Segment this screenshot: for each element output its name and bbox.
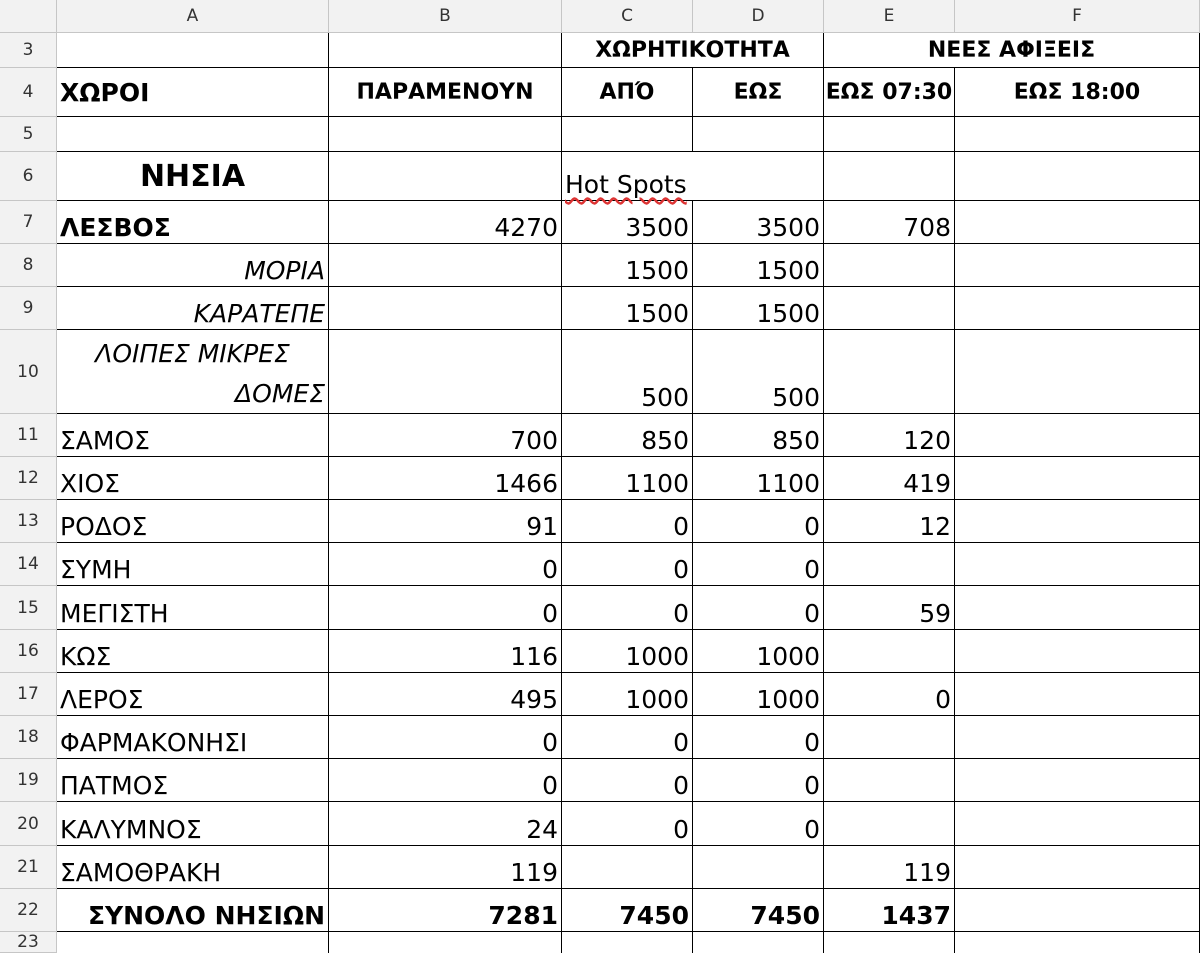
cell-f15[interactable]	[955, 586, 1200, 630]
column-header-b[interactable]: B	[329, 0, 562, 33]
island-capacity-from[interactable]	[562, 846, 693, 889]
column-header-e[interactable]: E	[824, 0, 955, 33]
cell-f18[interactable]	[955, 716, 1200, 759]
row-header-9[interactable]: 9	[0, 287, 57, 330]
row-header-4[interactable]: 4	[0, 68, 57, 117]
island-capacity-from[interactable]: 0	[562, 802, 693, 846]
cell-f6[interactable]	[955, 152, 1200, 201]
island-name[interactable]: ΛΕΡΟΣ	[57, 673, 329, 716]
island-remaining[interactable]: 116	[329, 630, 562, 673]
island-remaining[interactable]: 0	[329, 586, 562, 630]
cell-b10[interactable]	[329, 330, 562, 414]
hot-spots-text: Hot Spots	[565, 170, 687, 199]
row-header-22[interactable]: 22	[0, 889, 57, 932]
island-capacity-to[interactable]: 850	[693, 414, 824, 457]
island-remaining[interactable]: 700	[329, 414, 562, 457]
spaces-header[interactable]: ΧΩΡΟΙ	[57, 68, 329, 117]
lesvos-new[interactable]: 708	[824, 201, 955, 244]
island-capacity-from[interactable]: 850	[562, 414, 693, 457]
cell-f5[interactable]	[955, 117, 1200, 152]
island-remaining[interactable]: 0	[329, 759, 562, 802]
island-name[interactable]: ΚΑΛΥΜΝΟΣ	[57, 802, 329, 846]
cell-b5[interactable]	[329, 117, 562, 152]
island-name[interactable]: ΡΟΔΟΣ	[57, 500, 329, 543]
island-capacity-to[interactable]: 1000	[693, 673, 824, 716]
island-name[interactable]: ΣΥΜΗ	[57, 543, 329, 586]
lesvos-name[interactable]: ΛΕΣΒΟΣ	[57, 201, 329, 244]
moria-from[interactable]: 1500	[562, 244, 693, 287]
cell-a3[interactable]	[57, 33, 329, 68]
moria-to[interactable]: 1500	[693, 244, 824, 287]
karatepe-name[interactable]: ΚΑΡΑΤΕΠΕ	[57, 287, 329, 330]
cell-b23[interactable]	[329, 932, 562, 953]
cell-c5[interactable]	[562, 117, 693, 152]
island-remaining[interactable]: 1466	[329, 457, 562, 500]
select-all-corner[interactable]	[0, 0, 57, 33]
capacity-header[interactable]: ΧΩΡΗΤΙΚΟΤΗΤΑ	[562, 33, 824, 68]
island-capacity-from[interactable]: 0	[562, 543, 693, 586]
row-header-12[interactable]: 12	[0, 457, 57, 500]
island-new-arrivals[interactable]: 59	[824, 586, 955, 630]
cell-e9[interactable]	[824, 287, 955, 330]
new-arrivals-header[interactable]: ΝΕΕΣ ΑΦΙΞΕΙΣ	[824, 33, 1200, 68]
island-capacity-from[interactable]: 0	[562, 759, 693, 802]
cell-f8[interactable]	[955, 244, 1200, 287]
island-name[interactable]: ΦΑΡΜΑΚΟΝΗΣΙ	[57, 716, 329, 759]
island-name[interactable]: ΣΑΜΟΣ	[57, 414, 329, 457]
island-name[interactable]: ΠΑΤΜΟΣ	[57, 759, 329, 802]
island-capacity-from[interactable]: 1000	[562, 673, 693, 716]
total-new[interactable]: 1437	[824, 889, 955, 932]
row-header-11[interactable]: 11	[0, 414, 57, 457]
other-structures-line2: ΔΟΜΕΣ	[235, 379, 325, 408]
row-header-7[interactable]: 7	[0, 201, 57, 244]
other-structures-from[interactable]: 500	[562, 330, 693, 414]
cell-f22[interactable]	[955, 889, 1200, 932]
other-structures-name[interactable]	[57, 330, 329, 414]
until-0730-header[interactable]: ΕΩΣ 07:30	[824, 68, 955, 117]
island-capacity-from[interactable]: 1100	[562, 457, 693, 500]
total-label[interactable]: ΣΥΝΟΛΟ ΝΗΣΙΩΝ	[57, 889, 329, 932]
island-capacity-to[interactable]: 0	[693, 586, 824, 630]
island-remaining[interactable]: 495	[329, 673, 562, 716]
island-capacity-to[interactable]	[693, 846, 824, 889]
island-capacity-to[interactable]: 0	[693, 543, 824, 586]
column-header-c[interactable]: C	[562, 0, 693, 33]
row-header-10[interactable]: 10	[0, 330, 57, 414]
row-header-23[interactable]: 23	[0, 932, 57, 953]
cell-f14[interactable]	[955, 543, 1200, 586]
row-header-15[interactable]: 15	[0, 586, 57, 630]
row-header-13[interactable]: 13	[0, 500, 57, 543]
row-header-19[interactable]: 19	[0, 759, 57, 802]
island-new-arrivals[interactable]: 119	[824, 846, 955, 889]
cell-e8[interactable]	[824, 244, 955, 287]
row-header-6[interactable]: 6	[0, 152, 57, 201]
hot-spots-label[interactable]	[562, 152, 693, 201]
cell-d23[interactable]	[693, 932, 824, 953]
island-new-arrivals[interactable]	[824, 630, 955, 673]
lesvos-to[interactable]: 3500	[693, 201, 824, 244]
island-new-arrivals[interactable]	[824, 759, 955, 802]
until-1800-header[interactable]: ΕΩΣ 18:00	[955, 68, 1200, 117]
cell-b8[interactable]	[329, 244, 562, 287]
cell-e23[interactable]	[824, 932, 955, 953]
island-name[interactable]: ΜΕΓΙΣΤΗ	[57, 586, 329, 630]
island-new-arrivals[interactable]	[824, 716, 955, 759]
cell-e5[interactable]	[824, 117, 955, 152]
cell-f21[interactable]	[955, 846, 1200, 889]
cell-e6[interactable]	[824, 152, 955, 201]
cell-f11[interactable]	[955, 414, 1200, 457]
total-to[interactable]: 7450	[693, 889, 824, 932]
island-new-arrivals[interactable]	[824, 543, 955, 586]
island-remaining[interactable]: 0	[329, 716, 562, 759]
cell-b9[interactable]	[329, 287, 562, 330]
cell-f17[interactable]	[955, 673, 1200, 716]
from-header[interactable]: ΑΠΌ	[562, 68, 693, 117]
island-name[interactable]: ΣΑΜΟΘΡΑΚΗ	[57, 846, 329, 889]
row-header-18[interactable]: 18	[0, 716, 57, 759]
remaining-header[interactable]: ΠΑΡΑΜΕΝΟΥΝ	[329, 68, 562, 117]
cell-f19[interactable]	[955, 759, 1200, 802]
island-name[interactable]: ΚΩΣ	[57, 630, 329, 673]
row-header-20[interactable]: 20	[0, 802, 57, 846]
karatepe-to[interactable]: 1500	[693, 287, 824, 330]
island-new-arrivals[interactable]	[824, 802, 955, 846]
total-from[interactable]: 7450	[562, 889, 693, 932]
island-remaining[interactable]: 119	[329, 846, 562, 889]
island-capacity-from[interactable]: 0	[562, 586, 693, 630]
row-header-21[interactable]: 21	[0, 846, 57, 889]
column-header-d[interactable]: D	[693, 0, 824, 33]
to-header[interactable]: ΕΩΣ	[693, 68, 824, 117]
lesvos-remaining[interactable]: 4270	[329, 201, 562, 244]
cell-a23[interactable]	[57, 932, 329, 953]
cell-b6[interactable]	[329, 152, 562, 201]
moria-name[interactable]: ΜΟΡΙΑ	[57, 244, 329, 287]
cell-d5[interactable]	[693, 117, 824, 152]
island-capacity-to[interactable]: 0	[693, 802, 824, 846]
cell-f9[interactable]	[955, 287, 1200, 330]
island-capacity-to[interactable]: 0	[693, 500, 824, 543]
island-remaining[interactable]: 24	[329, 802, 562, 846]
total-remaining[interactable]: 7281	[329, 889, 562, 932]
column-header-a[interactable]: A	[57, 0, 329, 33]
island-name[interactable]: ΧΙΟΣ	[57, 457, 329, 500]
island-capacity-from[interactable]: 0	[562, 500, 693, 543]
row-header-8[interactable]: 8	[0, 244, 57, 287]
other-structures-to[interactable]: 500	[693, 330, 824, 414]
cell-f12[interactable]	[955, 457, 1200, 500]
island-remaining[interactable]: 0	[329, 543, 562, 586]
cell-d6[interactable]	[693, 152, 824, 201]
row-header-17[interactable]: 17	[0, 673, 57, 716]
island-new-arrivals[interactable]: 0	[824, 673, 955, 716]
cell-e10[interactable]	[824, 330, 955, 414]
cell-f7[interactable]	[955, 201, 1200, 244]
cell-f16[interactable]	[955, 630, 1200, 673]
cell-b3[interactable]	[329, 33, 562, 68]
cell-a5[interactable]	[57, 117, 329, 152]
island-new-arrivals[interactable]: 419	[824, 457, 955, 500]
island-capacity-to[interactable]: 0	[693, 716, 824, 759]
cell-f23[interactable]	[955, 932, 1200, 953]
other-structures-line1: ΛΟΙΠΕΣ ΜΙΚΡΕΣ	[95, 339, 290, 368]
island-capacity-from[interactable]: 0	[562, 716, 693, 759]
cell-c23[interactable]	[562, 932, 693, 953]
island-capacity-to[interactable]: 1100	[693, 457, 824, 500]
cell-f10[interactable]	[955, 330, 1200, 414]
island-capacity-to[interactable]: 0	[693, 759, 824, 802]
row-header-5[interactable]: 5	[0, 117, 57, 152]
island-capacity-to[interactable]: 1000	[693, 630, 824, 673]
row-header-16[interactable]: 16	[0, 630, 57, 673]
cell-f20[interactable]	[955, 802, 1200, 846]
island-remaining[interactable]: 91	[329, 500, 562, 543]
island-new-arrivals[interactable]: 12	[824, 500, 955, 543]
column-header-f[interactable]: F	[955, 0, 1200, 33]
cell-f13[interactable]	[955, 500, 1200, 543]
islands-title[interactable]: ΝΗΣΙΑ	[57, 152, 329, 201]
row-header-3[interactable]: 3	[0, 33, 57, 68]
island-capacity-from[interactable]: 1000	[562, 630, 693, 673]
row-header-14[interactable]: 14	[0, 543, 57, 586]
island-new-arrivals[interactable]: 120	[824, 414, 955, 457]
lesvos-from[interactable]: 3500	[562, 201, 693, 244]
karatepe-from[interactable]: 1500	[562, 287, 693, 330]
